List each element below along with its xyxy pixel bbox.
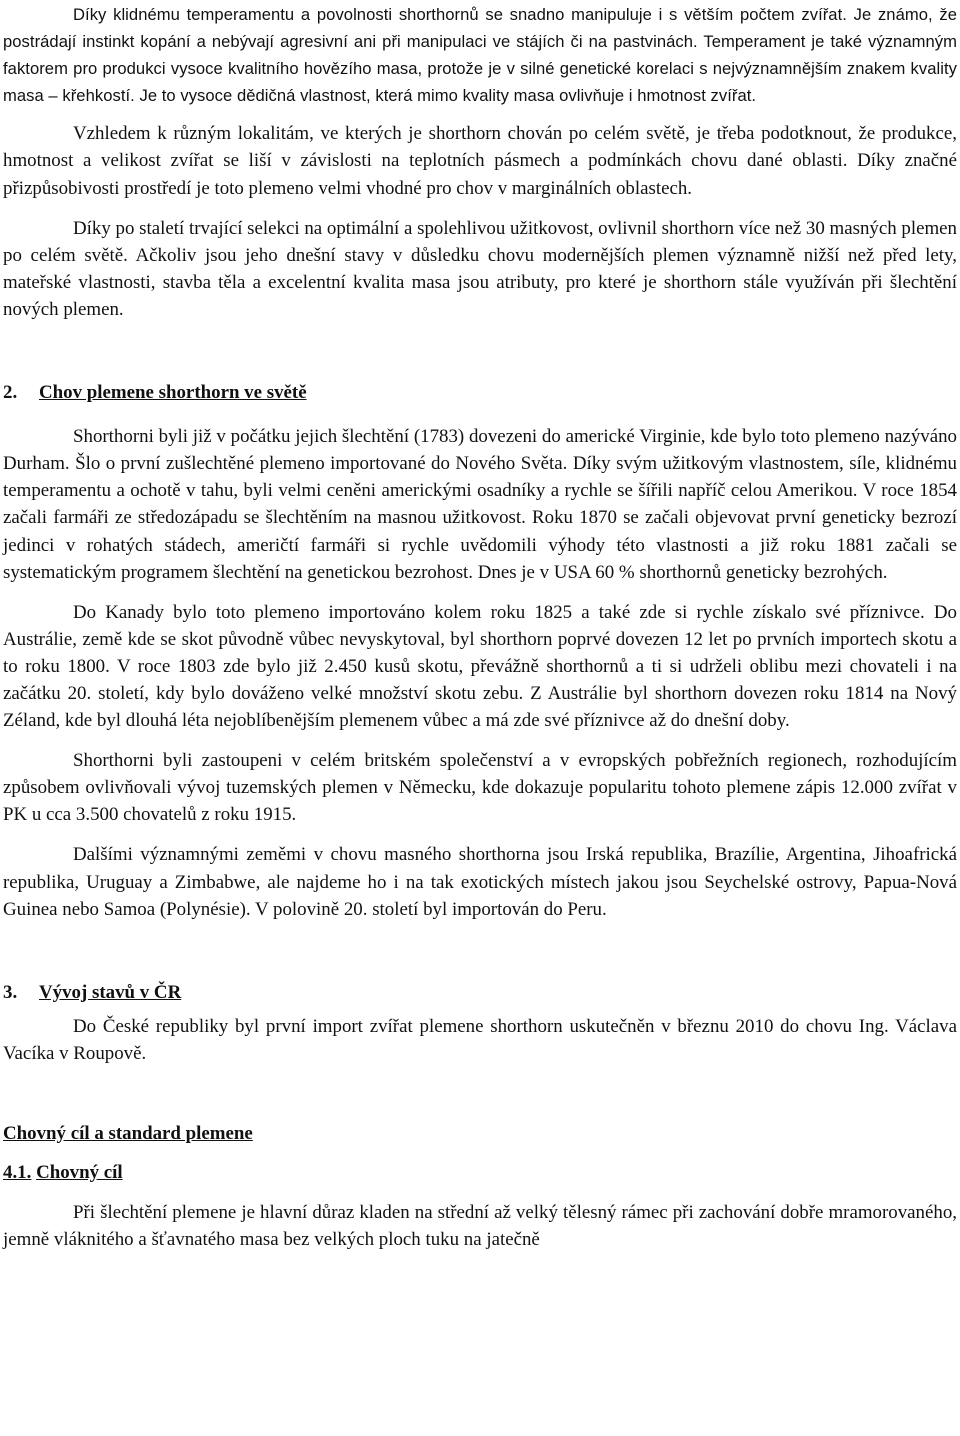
paragraph-localities: Vzhledem k různým lokalitám, ve kterých je shorthorn chován po celém světě, je třeba podotknout, že produkce, hmotnost a velikost zvířat se liší v závislosti na teplotních pásmech a podmínkách chovu dané oblasti. Díky značné přizpůsobivosti prostředí je toto plemeno velmi vhodné pro chov v marginálních oblastech. <box>3 123 957 199</box>
paragraph-canada-australia: Do Kanady bylo toto plemeno importováno kolem roku 1825 a také zde si rychle získalo své příznivce. Do Austrálie, země kde se skot původně vůbec nevyskytoval, byl shorthorn poprvé dovezen 12 let po prvních importech skotu a to roku 1800. V roce 1803 zde bylo již 2.450 kusů skotu, převážně shorthornů a ti si udrželi oblibu mezi chovateli i na začátku 20. století, kdy bylo dováženo velké množství skotu zebu. Z Austrálie byl shorthorn dovezen roku 1814 na Nový Zéland, kde byl dlouhá léta nejoblíbenějším plemenem vůbec a má zde své příznivce až do dnešní doby. <box>3 601 957 732</box>
paragraph-selection: Díky po staletí trvající selekci na optimální a spolehlivou užitkovost, ovlivnil shorthorn více než 30 masných plemen po celém světě. Ačkoliv jsou jeho dnešní stavy v důsledku chovu modernějších plemen významně nižší než před lety, mateřské vlastnosti, stavba těla a excelentní kvalita masa jsou atributy, pro které je shorthorn stále využíván při šlechtění nových plemen. <box>3 217 958 320</box>
paragraph-breeding-goal: Při šlechtění plemene je hlavní důraz kladen na střední až velký tělesný rámec při zachování dobře mramorovaného, jemně vláknitého a šťavnatého masa bez velkých ploch tuku na jatečně <box>3 1202 957 1251</box>
section-title: Chov plemene shorthorn ve světě <box>39 382 307 404</box>
paragraph-british-commonwealth: Shorthorni byli zastoupeni v celém britském společenství a v evropských pobřežních regionech, rozhodujícím způsobem ovlivňovali vývoj tuzemských plemen v Německu, kde dokazuje popularitu tohoto plemene zápis 12.000 zvířat v PK u cca 3.500 chovatelů z roku 1915. <box>3 750 957 826</box>
section-heading-3 <box>3 979 957 1006</box>
section-heading-4 <box>3 1120 957 1147</box>
section-number: 3. <box>3 981 18 1003</box>
section-number: 2. <box>3 382 18 404</box>
paragraph-other-countries: Dalšími významnými zeměmi v chovu masného shorthorna jsou Irská republika, Brazílie, Argentina, Jihoafrická republika, Uruguay a Zimbabwe, ale najdeme ho i na tak exotických místech jakou jsou Seychelské ostrovy, Papua-Nová Guinea nebo Samoa (Polynésie). V polovině 20. století byl importován do Peru. <box>3 844 957 920</box>
document-page <box>3 0 957 1253</box>
paragraph-czech-import: Do České republiky byl první import zvířat plemene shorthorn uskutečněn v březnu 2010 do chovu Ing. Václava Vacíka v Roupově. <box>3 1015 957 1064</box>
subsection-heading-4-1 <box>3 1159 957 1186</box>
subsection-number: 4.1. <box>3 1162 32 1184</box>
section-title: Vývoj stavů v ČR <box>39 981 182 1003</box>
section-title: Chovný cíl a standard plemene <box>3 1123 253 1144</box>
paragraph-temperament: Díky klidnému temperamentu a povolnosti shorthornů se snadno manipuluje i s větším počtem zvířat. Je známo, že postrádají instinkt kopání a nebývají agresivní ani při manipulaci ve stájích či na pastvinách. Temperament je také významným faktorem pro produkci vysoce kvalitního hovězího masa, protože je v silné genetické korelaci s nejvýznamnějším znakem kvality masa – křehkostí. Je to vysoce dědičná vlastnost, která mimo kvality masa ovlivňuje i hmotnost zvířat. <box>3 5 957 106</box>
section-heading-2 <box>3 379 957 406</box>
paragraph-usa: Shorthorni byli již v počátku jejich šlechtění (1783) dovezeni do americké Virginie, kde bylo toto plemeno nazýváno Durham. Šlo o první zušlechtěné plemeno importované do Nového Světa. Díky svým užitkovým vlastnostem, síle, klidnému temperamentu a ochotě v tahu, byli velmi ceněni americkými osadníky a rychle se šířili napříč celou Amerikou. V roce 1854 začali farmáři ze středozápadu se šlechtěním na masnou užitkovost. Roku 1870 se začali objevovat první geneticky bezrozí jedinci v rohatých stádech, američtí farmáři si rychle uvědomili výhody této vlastnosti a již roku 1881 začali se systematickým programem šlechtění na genetickou bezrohost. Dnes je v USA 60 % shorthornů geneticky bezrohých. <box>3 426 957 583</box>
subsection-title: Chovný cíl <box>36 1162 123 1184</box>
